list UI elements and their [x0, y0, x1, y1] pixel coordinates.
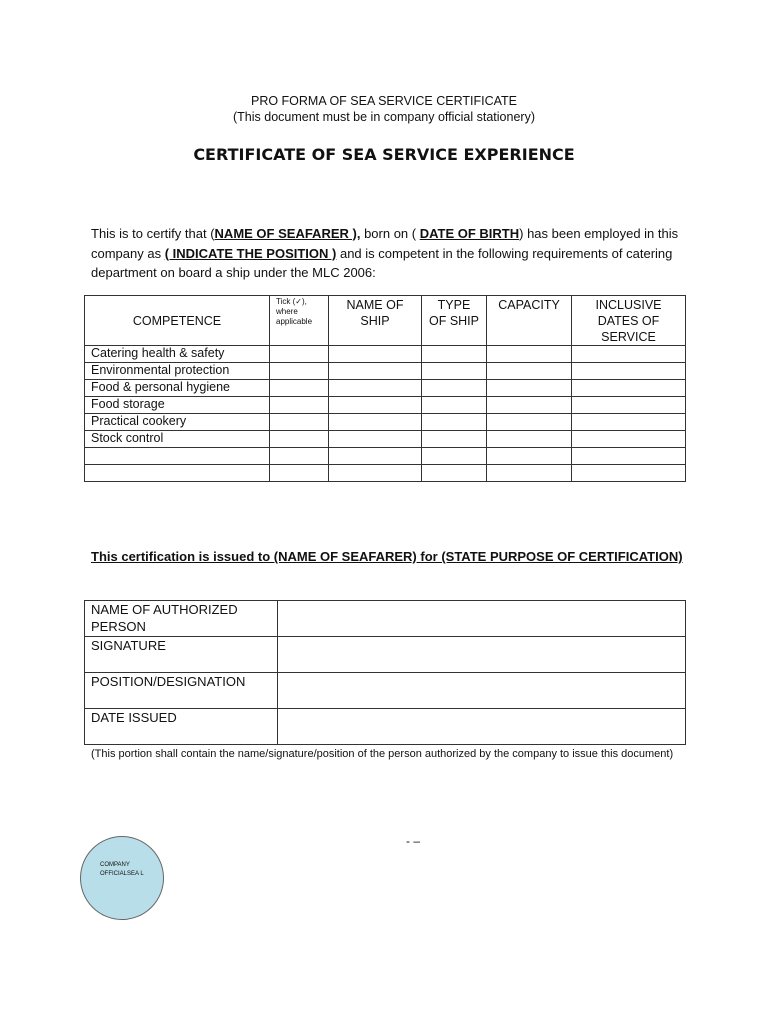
tick-cell[interactable] [270, 431, 329, 448]
ship-type-cell[interactable] [422, 346, 487, 363]
intro-text-4: and is competent in the following requirements of catering department on board a ship under the MLC 2006: [91, 245, 673, 280]
header-type-of-ship: TYPE OF SHIP [422, 296, 487, 346]
ship-name-cell[interactable] [329, 431, 422, 448]
dates-cell[interactable] [572, 397, 686, 414]
table-row [85, 414, 686, 431]
capacity-cell[interactable] [487, 431, 572, 448]
tick-cell[interactable] [270, 346, 329, 363]
auth-label-date: DATE ISSUED [85, 709, 278, 745]
authorization-table [84, 600, 686, 745]
competence-cell: Food & personal hygiene [85, 380, 270, 397]
ship-name-cell[interactable] [329, 465, 422, 482]
table-row [85, 637, 686, 673]
auth-value-date[interactable] [278, 709, 686, 745]
intro-text-1: This is to certify that ( [91, 226, 215, 241]
position-placeholder: ( INDICATE THE POSITION ) [164, 245, 337, 261]
ship-type-cell[interactable] [422, 397, 487, 414]
table-row [85, 673, 686, 709]
seal-label: COMPANY OFFICIALSEA L [100, 862, 144, 877]
header-line-1: PRO FORMA OF SEA SERVICE CERTIFICATE [250, 94, 518, 108]
table-row [85, 363, 686, 380]
company-seal [80, 836, 164, 920]
ship-name-cell[interactable] [329, 346, 422, 363]
seafarer-name-placeholder: NAME OF SEAFARER ), [214, 226, 361, 241]
ship-name-cell[interactable] [329, 363, 422, 380]
auth-label-name: NAME OF AUTHORIZED PERSON [85, 601, 278, 637]
certification-statement: This certification is issued to (NAME OF SEAFARER) for (STATE PURPOSE OF CERTIFICATION) [91, 549, 683, 564]
dates-cell[interactable] [572, 431, 686, 448]
ship-type-cell[interactable] [422, 465, 487, 482]
ship-name-cell[interactable] [329, 380, 422, 397]
competence-cell[interactable] [85, 465, 270, 482]
tick-cell[interactable] [270, 363, 329, 380]
date-of-birth-placeholder: DATE OF BIRTH [419, 226, 520, 241]
tick-cell[interactable] [270, 414, 329, 431]
competence-header-row [85, 296, 686, 346]
table-row [85, 465, 686, 482]
tick-cell[interactable] [270, 380, 329, 397]
competence-cell: Environmental protection [85, 363, 270, 380]
table-row [85, 397, 686, 414]
competence-cell: Catering health & safety [85, 346, 270, 363]
header-capacity: CAPACITY [487, 296, 572, 346]
capacity-cell[interactable] [487, 380, 572, 397]
dates-cell[interactable] [572, 414, 686, 431]
dates-cell[interactable] [572, 346, 686, 363]
auth-value-signature[interactable] [278, 637, 686, 673]
dash-mark: - – [406, 834, 421, 848]
auth-value-name[interactable] [278, 601, 686, 637]
page-title: CERTIFICATE OF SEA SERVICE EXPERIENCE [193, 145, 575, 164]
ship-type-cell[interactable] [422, 363, 487, 380]
competence-cell: Practical cookery [85, 414, 270, 431]
ship-type-cell[interactable] [422, 448, 487, 465]
header-tick: Tick (✓), where applicable [270, 296, 329, 346]
capacity-cell[interactable] [487, 448, 572, 465]
ship-name-cell[interactable] [329, 414, 422, 431]
capacity-cell[interactable] [487, 465, 572, 482]
auth-label-signature: SIGNATURE [85, 637, 278, 673]
dates-cell[interactable] [572, 465, 686, 482]
capacity-cell[interactable] [487, 397, 572, 414]
table-row [85, 346, 686, 363]
auth-value-position[interactable] [278, 673, 686, 709]
competence-cell[interactable] [85, 448, 270, 465]
table-row [85, 601, 686, 637]
ship-type-cell[interactable] [422, 414, 487, 431]
intro-text-2: born on ( [360, 226, 420, 241]
capacity-cell[interactable] [487, 363, 572, 380]
ship-type-cell[interactable] [422, 380, 487, 397]
tick-cell[interactable] [270, 465, 329, 482]
header-name-of-ship: NAME OF SHIP [329, 296, 422, 346]
header-competence: COMPETENCE [85, 296, 270, 346]
capacity-cell[interactable] [487, 414, 572, 431]
competence-cell: Stock control [85, 431, 270, 448]
auth-label-position: POSITION/DESIGNATION [85, 673, 278, 709]
dates-cell[interactable] [572, 363, 686, 380]
capacity-cell[interactable] [487, 346, 572, 363]
table-row [85, 380, 686, 397]
competence-table [84, 295, 686, 482]
dates-cell[interactable] [572, 448, 686, 465]
intro-text-3: ) has been employed in this company as [91, 226, 679, 261]
dates-cell[interactable] [572, 380, 686, 397]
competence-cell: Food storage [85, 397, 270, 414]
tick-cell[interactable] [270, 397, 329, 414]
authorization-note: (This portion shall contain the name/signature/position of the person authorized by the company to issue this document) [91, 748, 674, 760]
tick-cell[interactable] [270, 448, 329, 465]
intro-paragraph [91, 224, 691, 283]
ship-name-cell[interactable] [329, 448, 422, 465]
table-row [85, 431, 686, 448]
table-row [85, 709, 686, 745]
ship-type-cell[interactable] [422, 431, 487, 448]
table-row [85, 448, 686, 465]
header-dates: INCLUSIVE DATES OF SERVICE [572, 296, 686, 346]
ship-name-cell[interactable] [329, 397, 422, 414]
header-line-2: (This document must be in company official stationery) [233, 110, 535, 124]
